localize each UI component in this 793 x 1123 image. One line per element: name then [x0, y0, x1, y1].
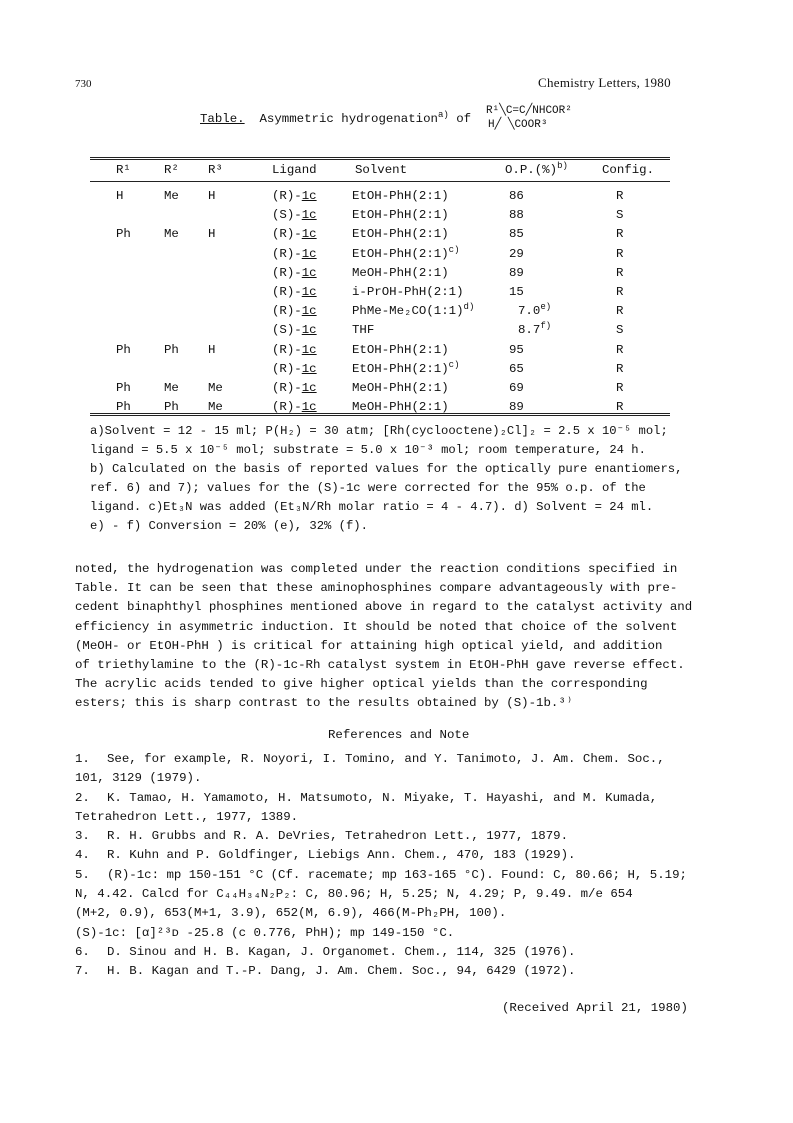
cell-config: R [616, 304, 624, 319]
op-value: 95 [509, 342, 524, 357]
table-rule [90, 415, 670, 416]
solvent-text: PhMe-Me₂CO(1:1) [352, 304, 464, 319]
cell-r3: Me [208, 400, 223, 415]
ligand-code: 1c [301, 189, 317, 203]
col-header-ligand: Ligand [272, 163, 317, 177]
table-row [0, 304, 793, 322]
col-header-op-text: O.P.(%) [505, 163, 558, 177]
cell-op [518, 304, 551, 318]
op-value: 69 [509, 381, 524, 395]
op-value: 85 [509, 227, 524, 242]
ligand-prefix: (R)- [272, 246, 302, 261]
body-line: noted, the hydrogenation was completed under the reaction conditions specified in [75, 562, 678, 576]
table-row [0, 244, 793, 265]
cell-solvent [352, 343, 449, 357]
cell-r1: Ph [116, 400, 131, 415]
cell-ligand [272, 343, 317, 357]
table-row [0, 323, 793, 341]
table-caption-sup: a) [437, 109, 449, 120]
table-row [0, 285, 793, 303]
reference-item [75, 866, 687, 885]
cell-solvent [352, 266, 449, 280]
col-header-r2: R² [164, 163, 179, 177]
cell-r2: Me [164, 381, 179, 395]
solvent-text: THF [352, 323, 375, 338]
ligand-prefix: (S)- [272, 208, 302, 223]
body-line: cedent binaphthyl phosphines mentioned above in regard to the catalyst activity and [75, 600, 693, 615]
cell-ligand [272, 189, 317, 203]
solvent-text: EtOH-PhH(2:1) [352, 342, 449, 357]
journal-header: Chemistry Letters, 1980 [538, 75, 671, 90]
reference-number: 1. [75, 752, 90, 766]
cell-ligand [272, 304, 317, 318]
ligand-code: 1c [301, 361, 317, 376]
body-line: of triethylamine to the (R)-1c-Rh catalyst system in EtOH-PhH gave reverse effect. [75, 658, 685, 673]
table-caption-text: Asymmetric hydrogenation [259, 112, 438, 126]
solvent-text: EtOH-PhH(2:1) [352, 361, 449, 376]
ligand-prefix: (R)- [272, 304, 302, 319]
reference-number: 7. [75, 964, 90, 979]
ligand-prefix: (R)- [272, 381, 302, 395]
op-value: 15 [509, 285, 524, 299]
reference-item [75, 846, 687, 865]
cell-ligand [272, 247, 317, 261]
col-header-op [505, 160, 568, 177]
reference-text: See, for example, R. Noyori, I. Tomino, and Y. Tanimoto, J. Am. Chem. Soc., [107, 752, 665, 766]
op-value: 89 [509, 400, 524, 415]
cell-solvent [352, 359, 460, 376]
table-row [0, 381, 793, 399]
structure-top: R¹╲C=C╱NHCOR² [486, 105, 572, 117]
reference-item [75, 962, 687, 981]
solvent-text: i-PrOH-PhH(2:1) [352, 285, 464, 299]
ligand-code: 1c [301, 400, 317, 415]
cell-config: R [616, 189, 624, 203]
ligand-prefix: (R)- [272, 400, 302, 415]
ligand-prefix: (R)- [272, 285, 302, 299]
table-row [0, 189, 793, 207]
footnote-line: ref. 6) and 7); values for the (S)-1c were corrected for the 95% o.p. of the [90, 481, 646, 495]
ligand-prefix: (R)- [272, 342, 302, 357]
ligand-code: 1c [301, 246, 317, 261]
cell-op [509, 227, 524, 241]
footnote-line: e) - f) Conversion = 20% (e), 32% (f). [90, 519, 368, 533]
solvent-text: EtOH-PhH(2:1) [352, 227, 449, 242]
body-paragraph [75, 560, 692, 714]
table-header-row [0, 160, 793, 181]
col-header-r1: R¹ [116, 163, 131, 177]
table-row [0, 266, 793, 284]
cell-solvent [352, 323, 374, 337]
ligand-prefix: (R)- [272, 361, 302, 376]
solvent-text: MeOH-PhH(2:1) [352, 400, 449, 415]
solvent-text: EtOH-PhH(2:1) [352, 208, 449, 223]
cell-op [509, 266, 524, 280]
op-value: 89 [509, 265, 524, 280]
table-rule [90, 159, 670, 160]
cell-config: R [616, 400, 624, 415]
col-header-config: Config. [602, 163, 655, 177]
reference-continuation [75, 808, 687, 827]
reference-text: Tetrahedron Lett., 1977, 1389. [75, 809, 299, 824]
table-caption-of: of [456, 112, 472, 126]
page-number: 730 [75, 78, 92, 90]
body-line: The acrylic acids tended to give higher optical yields than the corresponding [75, 677, 648, 692]
body-line: Table. It can be seen that these aminophosphines compare advantageously with pre- [75, 581, 678, 596]
ligand-code: 1c [301, 323, 317, 338]
cell-r1: Ph [116, 381, 131, 395]
reference-text: (R)-1c: mp 150-151 °C (Cf. racemate; mp 163-165 °C). Found: C, 80.66; H, 5.19; [107, 867, 687, 882]
cell-ligand [272, 285, 317, 299]
reference-continuation [75, 769, 687, 788]
references-heading: References and Note [328, 728, 470, 742]
table-footnotes [90, 422, 740, 536]
cell-config: S [616, 208, 624, 223]
cell-ligand [272, 323, 317, 337]
reference-text: D. Sinou and H. B. Kagan, J. Organomet. Chem., 114, 325 (1976). [107, 944, 576, 959]
cell-r1: H [116, 189, 124, 203]
body-line: esters; this is sharp contrast to the results obtained by (S)-1b.³⁾ [75, 696, 574, 711]
solvent-sup: d) [463, 302, 475, 313]
reference-item [75, 943, 687, 962]
op-value: 86 [509, 189, 524, 203]
reference-number: 2. [75, 790, 90, 805]
cell-op [509, 343, 524, 357]
ligand-code: 1c [301, 265, 317, 280]
reference-item [75, 827, 687, 846]
table-row [0, 227, 793, 245]
received-date: (Received April 21, 1980) [502, 1001, 688, 1015]
cell-solvent [352, 381, 449, 395]
solvent-text: MeOH-PhH(2:1) [352, 381, 449, 395]
cell-solvent [352, 244, 460, 261]
reference-continuation [75, 924, 687, 943]
footnote-line: b) Calculated on the basis of reported values for the optically pure enantiomers, [90, 462, 683, 476]
table-rule [90, 181, 670, 182]
solvent-text: EtOH-PhH(2:1) [352, 246, 449, 261]
cell-solvent [352, 227, 449, 241]
table-row [0, 359, 793, 380]
cell-ligand [272, 208, 317, 222]
op-value: 88 [509, 208, 524, 223]
cell-r3: Me [208, 381, 223, 395]
solvent-text: EtOH-PhH(2:1) [352, 189, 449, 203]
op-value: 7.0 [518, 304, 541, 319]
reference-continuation [75, 904, 687, 923]
cell-r3: H [208, 227, 216, 242]
table-row [0, 208, 793, 226]
op-sup: e) [540, 302, 552, 313]
cell-ligand [272, 381, 317, 395]
col-header-r3: R³ [208, 163, 223, 177]
reference-text: K. Tamao, H. Yamamoto, H. Matsumoto, N. Miyake, T. Hayashi, and M. Kumada, [107, 790, 658, 805]
col-header-solvent: Solvent [355, 163, 408, 177]
cell-r3: H [208, 189, 216, 203]
structure-bottom: H╱ ╲COOR³ [488, 119, 548, 131]
cell-op [509, 381, 524, 395]
cell-r2: Me [164, 189, 179, 203]
reference-item [75, 750, 687, 769]
ligand-code: 1c [301, 304, 317, 319]
reference-text: (S)-1c: [α]²³ᴅ -25.8 (c 0.776, PhH); mp 149-150 °C. [75, 925, 455, 940]
table-caption [200, 109, 472, 126]
reference-number: 5. [75, 867, 90, 882]
cell-r2: Me [164, 227, 179, 242]
cell-config: R [616, 227, 624, 242]
cell-config: R [616, 381, 624, 395]
table-row [0, 343, 793, 361]
ligand-prefix: (R)- [272, 189, 302, 203]
reference-text: H. B. Kagan and T.-P. Dang, J. Am. Chem. Soc., 94, 6429 (1972). [107, 964, 576, 979]
solvent-sup: c) [448, 244, 460, 255]
reference-text: R. Kuhn and P. Goldfinger, Liebigs Ann. Chem., 470, 183 (1929). [107, 848, 576, 863]
footnote-line: ligand = 5.5 x 10⁻⁵ mol; substrate = 5.0 x 10⁻³ mol; room temperature, 24 h. [90, 443, 646, 457]
ligand-code: 1c [301, 208, 317, 223]
cell-solvent [352, 304, 474, 318]
cell-config: R [616, 246, 624, 261]
cell-solvent [352, 285, 464, 299]
cell-op [509, 362, 524, 376]
cell-config: R [616, 361, 624, 376]
cell-config: R [616, 265, 624, 280]
reference-number: 4. [75, 848, 90, 863]
footnote-line: a)Solvent = 12 - 15 ml; P(H₂) = 30 atm; [Rh(cyclooctene)₂Cl]₂ = 2.5 x 10⁻⁵ mol; [90, 424, 668, 438]
reference-text: 101, 3129 (1979). [75, 771, 202, 786]
reference-text: N, 4.42. Calcd for C₄₄H₃₄N₂P₂: C, 80.96; H, 5.25; N, 4.29; P, 9.49. m/e 654 [75, 887, 633, 902]
op-value: 65 [509, 361, 524, 376]
op-sup: f) [540, 321, 552, 332]
cell-ligand [272, 227, 317, 241]
cell-r2: Ph [164, 342, 179, 357]
op-value: 29 [509, 246, 524, 261]
cell-op [509, 285, 524, 299]
body-line: efficiency in asymmetric induction. It should be noted that choice of the solvent [75, 619, 678, 634]
ligand-code: 1c [301, 342, 317, 357]
solvent-text: MeOH-PhH(2:1) [352, 265, 449, 280]
cell-solvent [352, 189, 449, 203]
ligand-prefix: (R)- [272, 265, 302, 280]
cell-r1: Ph [116, 227, 131, 242]
substrate-structure [486, 104, 572, 132]
cell-solvent [352, 208, 449, 222]
table-rule [90, 413, 670, 414]
ligand-code: 1c [301, 381, 317, 395]
cell-r3: H [208, 342, 216, 357]
cell-op [509, 208, 524, 222]
ligand-code: 1c [301, 227, 317, 242]
ligand-prefix: (R)- [272, 227, 302, 242]
cell-op [509, 247, 524, 261]
table-rule [90, 157, 670, 158]
cell-op [509, 189, 524, 203]
cell-config: R [616, 342, 624, 357]
reference-number: 6. [75, 944, 90, 959]
cell-config: R [616, 285, 624, 299]
reference-text: (M+2, 0.9), 653(M+1, 3.9), 652(M, 6.9), 466(M-Ph₂PH, 100). [75, 906, 507, 921]
reference-item [75, 789, 687, 808]
cell-op [518, 323, 551, 337]
cell-ligand [272, 362, 317, 376]
cell-r1: Ph [116, 342, 131, 357]
col-header-op-sup: b) [557, 160, 568, 171]
reference-text: R. H. Grubbs and R. A. DeVries, Tetrahedron Lett., 1977, 1879. [107, 829, 569, 844]
footnote-line: ligand. c)Et₃N was added (Et₃N/Rh molar ratio = 4 - 4.7). d) Solvent = 24 ml. [90, 500, 654, 514]
table-label: Table. [200, 112, 245, 126]
solvent-sup: c) [448, 359, 460, 370]
ligand-prefix: (S)- [272, 323, 302, 338]
body-line: (MeOH- or EtOH-PhH ) is critical for attaining high optical yield, and addition [75, 638, 663, 653]
references-list [75, 750, 687, 982]
ligand-code: 1c [301, 285, 317, 299]
op-value: 8.7 [518, 323, 541, 338]
reference-continuation [75, 885, 687, 904]
cell-config: S [616, 323, 624, 338]
cell-r2: Ph [164, 400, 179, 415]
reference-number: 3. [75, 829, 90, 844]
cell-ligand [272, 266, 317, 280]
